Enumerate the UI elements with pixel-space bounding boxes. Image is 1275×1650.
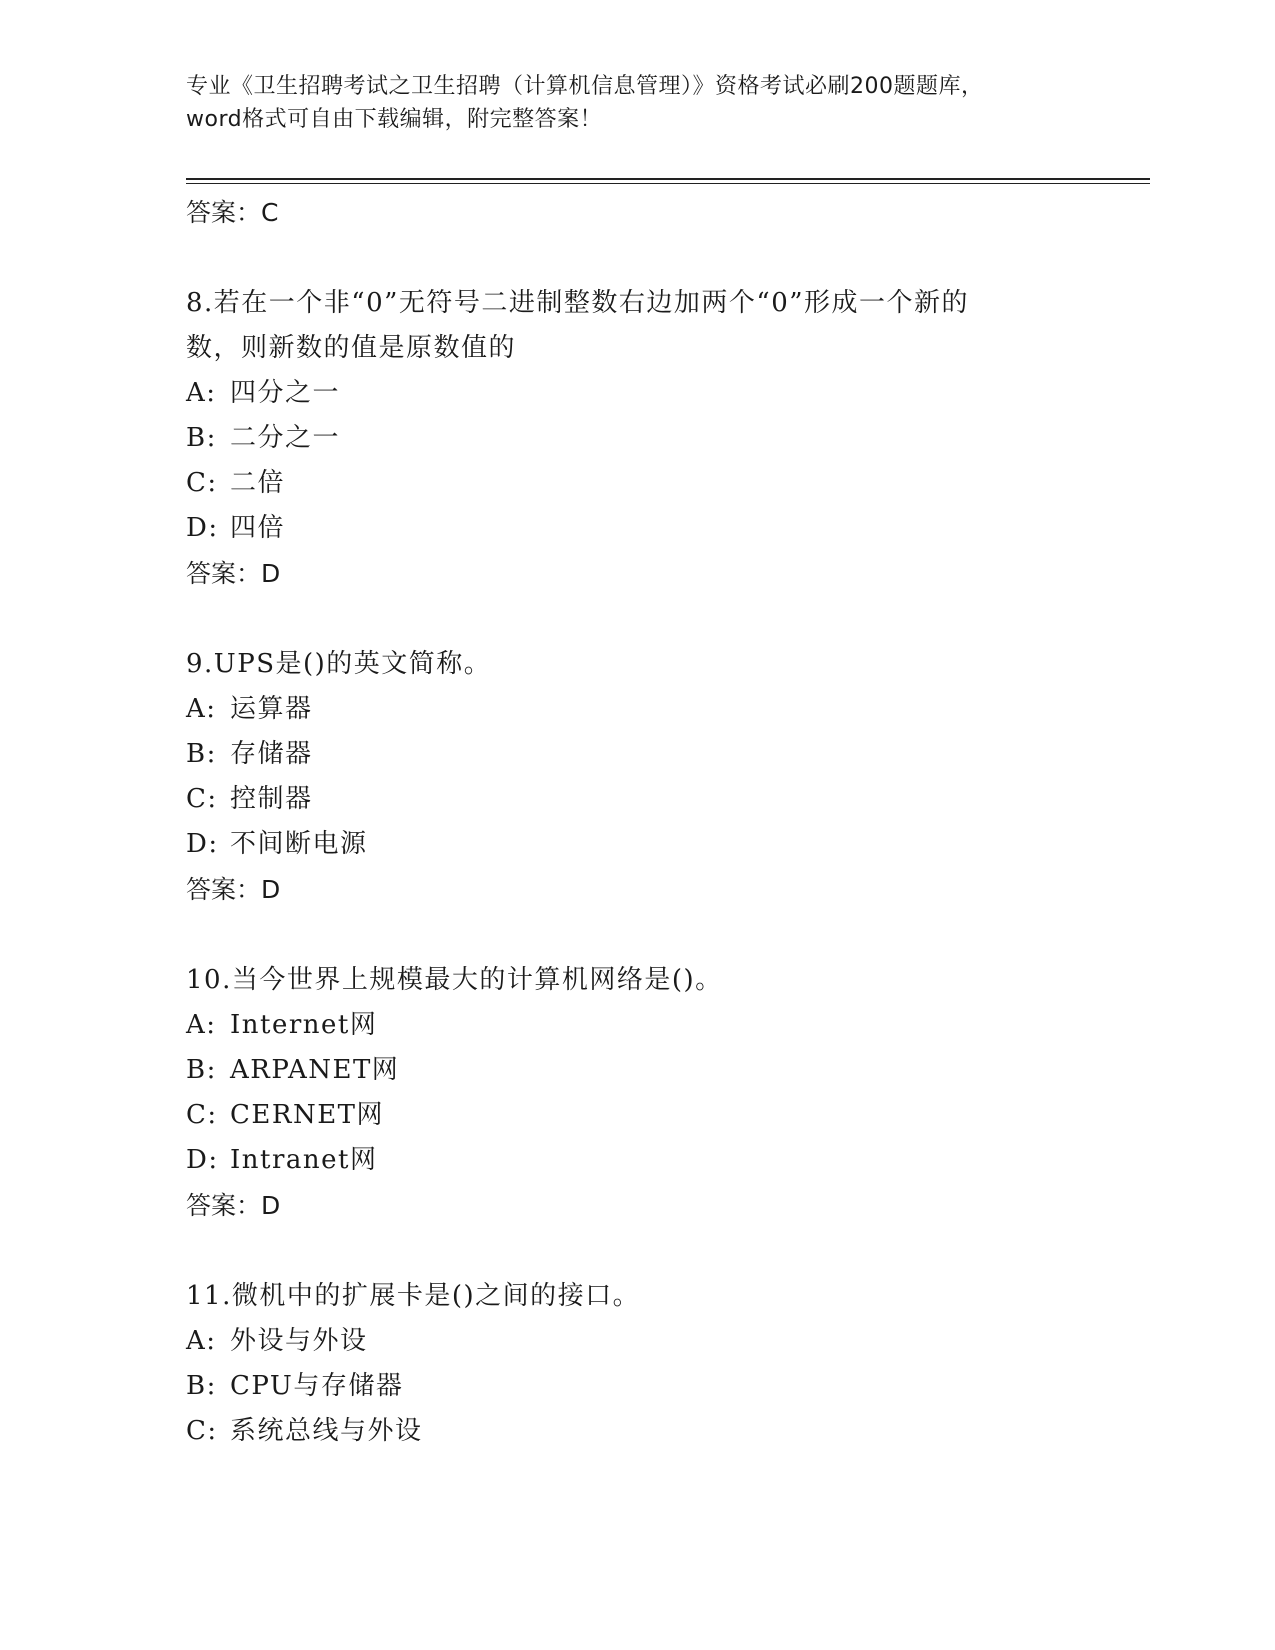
- option-letter: D:: [186, 1145, 219, 1175]
- document-header: [186, 70, 1086, 136]
- option-letter: A:: [186, 378, 217, 408]
- option-text: 四倍: [230, 513, 286, 543]
- option-b: [186, 416, 1146, 461]
- question-text: 8.若在一个非“0”无符号二进制整数右边加两个“0”形成一个新的: [186, 288, 970, 318]
- option-c: [186, 461, 1146, 506]
- option-text: 不间断电源: [230, 829, 368, 859]
- question-11: [186, 1274, 1146, 1319]
- header-line-2: word格式可自由下载编辑，附完整答案！: [186, 107, 603, 132]
- option-a: [186, 1003, 1146, 1048]
- question-list: [186, 190, 1146, 1454]
- option-b: [186, 1048, 1146, 1093]
- option-text: 二分之一: [230, 423, 341, 453]
- answer-line: 答案：D: [186, 559, 281, 588]
- option-text: 四分之一: [230, 378, 341, 408]
- option-letter: D:: [186, 513, 219, 543]
- question-text-continued: 数，则新数的值是原数值的: [186, 333, 517, 363]
- option-text: 外设与外设: [230, 1326, 368, 1356]
- answer-line: 答案：D: [186, 875, 281, 904]
- option-a: [186, 687, 1146, 732]
- option-c: [186, 1409, 1146, 1454]
- option-d: [186, 1138, 1146, 1183]
- question-9: [186, 642, 1146, 687]
- option-a: [186, 1319, 1146, 1364]
- header-rule-thin: [186, 183, 1150, 184]
- option-text: 系统总线与外设: [230, 1416, 423, 1446]
- option-letter: B:: [186, 739, 217, 769]
- question-text: 10.当今世界上规模最大的计算机网络是()。: [186, 965, 723, 995]
- question-10: [186, 958, 1146, 1003]
- option-text: 控制器: [230, 784, 313, 814]
- header-line-1: 专业《卫生招聘考试之卫生招聘（计算机信息管理）》资格考试必刷200题题库，: [186, 74, 984, 99]
- answer-line: 答案：D: [186, 1191, 281, 1220]
- option-text: Internet网: [230, 1010, 378, 1040]
- option-letter: A:: [186, 694, 217, 724]
- option-text: 存储器: [230, 739, 313, 769]
- answer-line: 答案：C: [186, 198, 279, 227]
- option-c: [186, 1093, 1146, 1138]
- question-text: 9.UPS是()的英文简称。: [186, 649, 492, 679]
- option-letter: C:: [186, 1100, 218, 1130]
- option-text: 二倍: [230, 468, 286, 498]
- option-letter: B:: [186, 1055, 217, 1085]
- option-text: CERNET网: [230, 1100, 385, 1130]
- question-8: [186, 281, 1146, 371]
- option-text: Intranet网: [230, 1145, 378, 1175]
- option-d: [186, 822, 1146, 867]
- option-b: [186, 732, 1146, 777]
- option-d: [186, 506, 1146, 551]
- option-a: [186, 371, 1146, 416]
- option-letter: C:: [186, 1416, 218, 1446]
- option-text: CPU与存储器: [230, 1371, 404, 1401]
- option-text: ARPANET网: [230, 1055, 400, 1085]
- option-letter: A:: [186, 1010, 217, 1040]
- option-letter: B:: [186, 423, 217, 453]
- option-letter: C:: [186, 784, 218, 814]
- option-b: [186, 1364, 1146, 1409]
- option-letter: D:: [186, 829, 219, 859]
- header-rule-thick: [186, 178, 1150, 180]
- question-text: 11.微机中的扩展卡是()之间的接口。: [186, 1281, 641, 1311]
- option-letter: C:: [186, 468, 218, 498]
- option-letter: B:: [186, 1371, 217, 1401]
- option-c: [186, 777, 1146, 822]
- option-text: 运算器: [230, 694, 313, 724]
- option-letter: A:: [186, 1326, 217, 1356]
